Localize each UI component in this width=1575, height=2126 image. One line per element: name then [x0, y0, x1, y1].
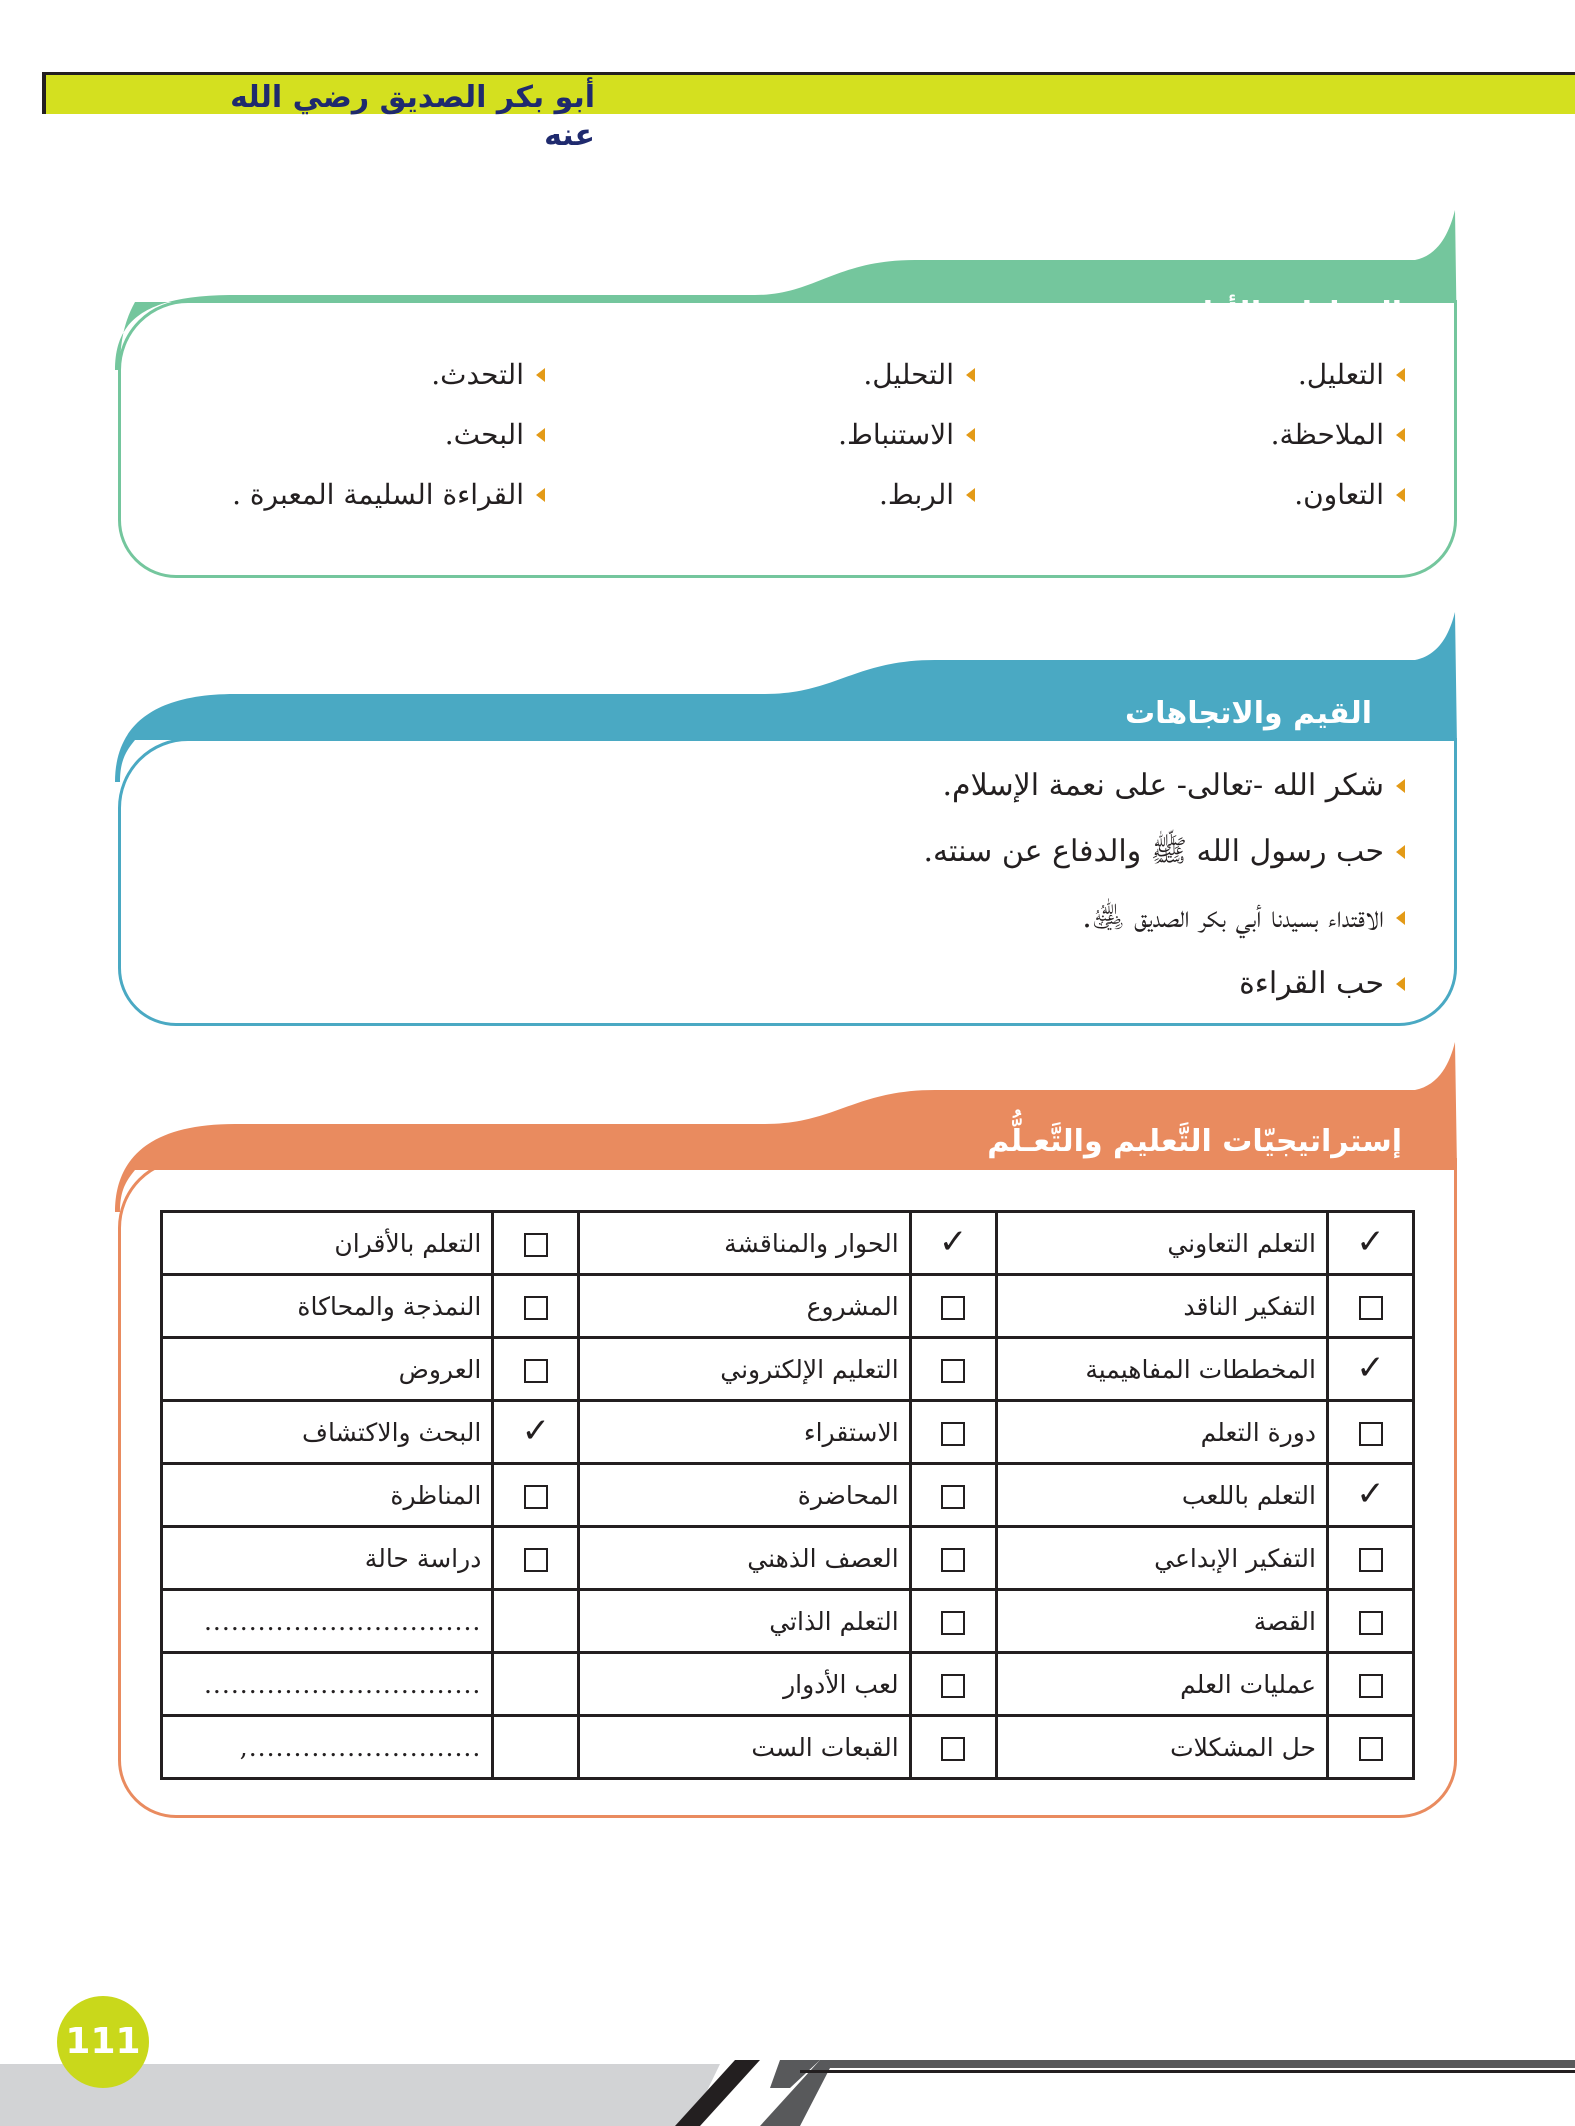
strategy-label: التعلم التعاوني [996, 1212, 1327, 1275]
empty-checkbox[interactable] [1359, 1548, 1383, 1572]
strategy-label: عمليات العلم [996, 1653, 1327, 1716]
checkbox-cell[interactable] [910, 1338, 996, 1401]
bullet-arrow-icon [1396, 428, 1405, 442]
empty-checkbox[interactable] [524, 1233, 548, 1257]
strategies-table [160, 1210, 1415, 1780]
skill-item-label: التحليل. [863, 358, 954, 391]
skill-item-label: الاستنباط. [838, 418, 954, 451]
checkbox-cell[interactable] [1328, 1401, 1414, 1464]
checkbox-cell[interactable] [1328, 1464, 1414, 1527]
table-row [162, 1527, 1414, 1590]
strategies-title: إستراتيجيّات التَّعليم والتَّعـلُّم [987, 1124, 1402, 1159]
skill-item-label: الربط. [878, 478, 954, 511]
strategy-label: المحاضرة [579, 1464, 910, 1527]
empty-checkbox[interactable] [941, 1296, 965, 1320]
skill-item [1271, 415, 1405, 455]
empty-checkbox[interactable] [941, 1359, 965, 1383]
bullet-arrow-icon [1396, 368, 1405, 382]
checkmark-icon[interactable]: ✓ [1356, 1222, 1385, 1262]
strategy-label: التعلم باللعب [996, 1464, 1327, 1527]
strategy-label: التعليم الإلكتروني [579, 1338, 910, 1401]
value-item [943, 766, 1406, 806]
bullet-arrow-icon [1396, 911, 1405, 925]
strategy-label: ............................... [162, 1653, 493, 1716]
value-item [1239, 964, 1405, 1004]
strategy-label: البحث والاكتشاف [162, 1401, 493, 1464]
table-row [162, 1716, 1414, 1779]
checkbox-cell[interactable] [493, 1338, 579, 1401]
skill-item-label: القراءة السليمة المعبرة . [232, 478, 524, 511]
empty-checkbox[interactable] [1359, 1674, 1383, 1698]
strategy-label: النمذجة والمحاكاة [162, 1275, 493, 1338]
strategy-label: العصف الذهني [579, 1527, 910, 1590]
empty-checkbox[interactable] [941, 1737, 965, 1761]
bullet-arrow-icon [1396, 977, 1405, 991]
skill-item-label: الملاحظة. [1270, 418, 1384, 451]
strategy-label: ............................... [162, 1590, 493, 1653]
value-item-label: شكر الله -تعالى- على نعمة الإسلام. [942, 768, 1384, 803]
skill-item-label: التعليل. [1297, 358, 1384, 391]
checkbox-cell[interactable] [910, 1653, 996, 1716]
empty-checkbox[interactable] [941, 1548, 965, 1572]
bullet-arrow-icon [536, 488, 545, 502]
empty-checkbox[interactable] [941, 1674, 965, 1698]
checkbox-cell[interactable] [910, 1590, 996, 1653]
strategy-label: الاستقراء [579, 1401, 910, 1464]
bullet-arrow-icon [966, 368, 975, 382]
empty-checkbox[interactable] [524, 1485, 548, 1509]
empty-checkbox[interactable] [524, 1548, 548, 1572]
page-number: 111 [57, 1996, 149, 2088]
strategy-label: المشروع [579, 1275, 910, 1338]
checkbox-cell[interactable] [1328, 1275, 1414, 1338]
table-row [162, 1275, 1414, 1338]
checkbox-cell[interactable] [493, 1212, 579, 1275]
skill-item [232, 475, 545, 515]
checkmark-icon[interactable]: ✓ [1356, 1474, 1385, 1514]
checkbox-cell[interactable] [493, 1401, 579, 1464]
empty-checkbox[interactable] [1359, 1611, 1383, 1635]
checkbox-cell[interactable] [910, 1716, 996, 1779]
empty-checkbox[interactable] [1359, 1422, 1383, 1446]
checkbox-cell[interactable] [1328, 1527, 1414, 1590]
footer-band [0, 2060, 1575, 2126]
strategy-label: التعلم الذاتي [579, 1590, 910, 1653]
checkbox-cell[interactable] [1328, 1338, 1414, 1401]
checkbox-cell[interactable] [1328, 1590, 1414, 1653]
skill-item-label: التحدث. [431, 358, 524, 391]
strategy-label: .........................., [162, 1716, 493, 1779]
strategy-label: القبعات الست [579, 1716, 910, 1779]
strategy-label: دراسة حالة [162, 1527, 493, 1590]
empty-checkbox[interactable] [524, 1296, 548, 1320]
checkmark-icon[interactable]: ✓ [1356, 1348, 1385, 1388]
checkmark-icon[interactable]: ✓ [938, 1222, 968, 1262]
empty-checkbox[interactable] [1359, 1737, 1383, 1761]
strategy-label: المناظرة [162, 1464, 493, 1527]
skills-title: المهارات الأدائية: [1149, 296, 1402, 331]
bullet-arrow-icon [966, 488, 975, 502]
skill-item [879, 475, 975, 515]
bullet-arrow-icon [966, 428, 975, 442]
value-item [1082, 898, 1405, 938]
strategy-label: التعلم بالأقران [162, 1212, 493, 1275]
table-row [162, 1401, 1414, 1464]
skill-item [863, 355, 975, 395]
skills-title-tab [115, 210, 1460, 370]
header-title: أبو بكر الصديق رضي الله عنه [230, 80, 595, 153]
checkbox-cell [493, 1653, 579, 1716]
checkbox-cell[interactable] [1328, 1716, 1414, 1779]
skill-item-label: التعاون. [1294, 478, 1384, 511]
checkbox-cell [493, 1590, 579, 1653]
values-title: القيم والاتجاهات [1125, 696, 1372, 731]
strategy-label: دورة التعلم [996, 1401, 1327, 1464]
bullet-arrow-icon [1396, 488, 1405, 502]
empty-checkbox[interactable] [524, 1359, 548, 1383]
checkmark-icon[interactable]: ✓ [521, 1411, 551, 1451]
checkbox-cell [493, 1716, 579, 1779]
skill-item [838, 415, 975, 455]
checkbox-cell[interactable] [493, 1527, 579, 1590]
checkbox-cell[interactable] [1328, 1212, 1414, 1275]
strategy-label: الحوار والمناقشة [579, 1212, 910, 1275]
bullet-arrow-icon [1396, 779, 1405, 793]
empty-checkbox[interactable] [1359, 1296, 1383, 1320]
checkbox-cell[interactable] [910, 1212, 996, 1275]
checkbox-cell[interactable] [910, 1275, 996, 1338]
strategy-label: العروض [162, 1338, 493, 1401]
checkbox-cell[interactable] [493, 1464, 579, 1527]
checkbox-cell[interactable] [1328, 1653, 1414, 1716]
table-row [162, 1464, 1414, 1527]
strategy-label: التفكير الإبداعي [996, 1527, 1327, 1590]
skill-item [445, 415, 545, 455]
strategy-label: المخططات المفاهيمية [996, 1338, 1327, 1401]
strategy-label: التفكير الناقد [996, 1275, 1327, 1338]
empty-checkbox[interactable] [941, 1422, 965, 1446]
checkbox-cell[interactable] [910, 1464, 996, 1527]
table-row [162, 1653, 1414, 1716]
value-item-label: حب رسول الله ﷺ والدفاع عن سنته. [923, 834, 1384, 869]
skill-item [431, 355, 545, 395]
value-item-label: الاقتداء بسيدنا أبي بكر الصديق ﵁. [1082, 900, 1384, 935]
strategy-label: لعب الأدوار [579, 1653, 910, 1716]
table-row [162, 1338, 1414, 1401]
skill-item [1298, 355, 1405, 395]
table-row [162, 1590, 1414, 1653]
skill-item-label: البحث. [444, 418, 524, 451]
checkbox-cell[interactable] [910, 1401, 996, 1464]
bullet-arrow-icon [1396, 845, 1405, 859]
empty-checkbox[interactable] [941, 1611, 965, 1635]
strategy-label: حل المشكلات [996, 1716, 1327, 1779]
value-item [923, 832, 1405, 872]
bullet-arrow-icon [536, 428, 545, 442]
skill-item [1294, 475, 1405, 515]
strategy-label: القصة [996, 1590, 1327, 1653]
empty-checkbox[interactable] [941, 1485, 965, 1509]
table-row [162, 1212, 1414, 1275]
checkbox-cell[interactable] [910, 1527, 996, 1590]
value-item-label: حب القراءة [1239, 966, 1384, 1001]
bullet-arrow-icon [536, 368, 545, 382]
checkbox-cell[interactable] [493, 1275, 579, 1338]
